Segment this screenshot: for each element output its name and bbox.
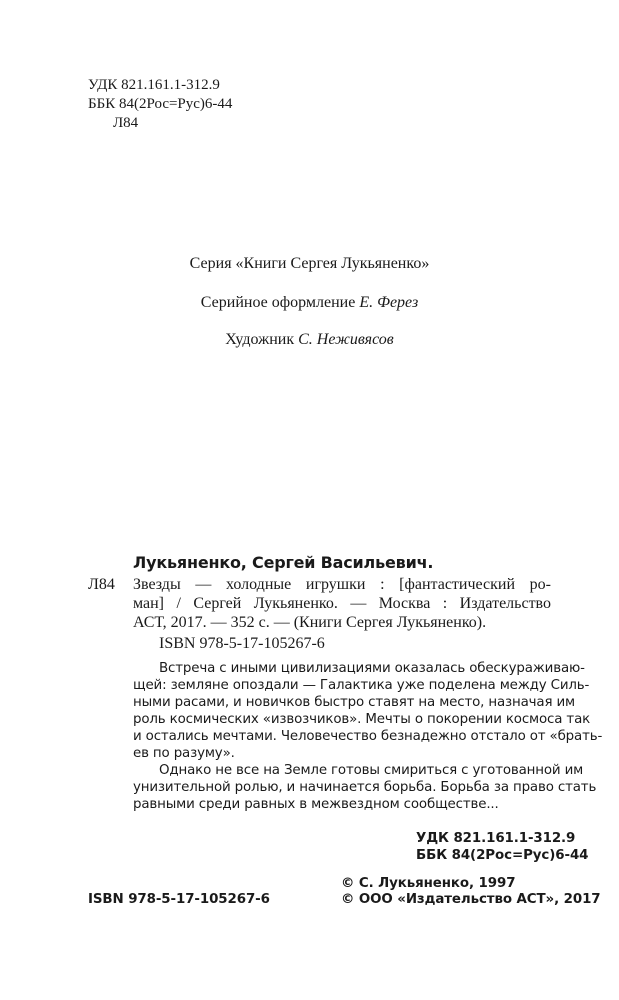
annotation-line: ев по разуму». (133, 746, 235, 761)
copyright-publisher: © ООО «Издательство АСТ», 2017 (341, 892, 601, 907)
record-author: Лукьяненко, Сергей Васильевич. (133, 553, 434, 572)
artist-name: С. Неживясов (298, 331, 394, 348)
record-line: Звезды — холодные игрушки : [фантастический ро- (133, 576, 551, 593)
bottom-udk: УДК 821.161.1-312.9 (416, 831, 576, 846)
annotation-line: Встреча с иными цивилизациями оказалась обескураживаю- (159, 661, 585, 676)
artist-label: Художник (225, 331, 295, 348)
udk-code: УДК 821.161.1-312.9 (88, 77, 220, 93)
copyright-author: © С. Лукьяненко, 1997 (341, 876, 516, 891)
record-line: ман] / Сергей Лукьяненко. — Москва : Издательство (133, 595, 551, 612)
annotation-line: и остались мечтами. Человечество безнадежно отстало от «брать- (133, 729, 603, 744)
annotation-line: щей: земляне опоздали — Галактика уже поделена между Силь- (133, 678, 590, 693)
annotation-line: роль космических «извозчиков». Мечты о покорении космоса так (133, 712, 591, 727)
annotation-line: унизительной ролью, и начинается борьба. Борьба за право стать (133, 780, 597, 795)
bbk-code: ББК 84(2Рос=Рус)6-44 (88, 96, 233, 112)
design-name: Е. Ферез (359, 294, 419, 311)
annotation-line: Однако не все на Земле готовы смириться с уготованной им (159, 763, 584, 778)
series-design-credit (0, 294, 619, 312)
record-line: АСТ, 2017. — 352 с. — (Книги Сергея Лукьяненко). (133, 614, 487, 631)
footer-isbn: ISBN 978-5-17-105267-6 (88, 892, 270, 907)
record-author-mark: Л84 (88, 576, 115, 593)
bottom-bbk: ББК 84(2Рос=Рус)6-44 (416, 848, 589, 863)
series-title: Серия «Книги Сергея Лукьяненко» (189, 255, 430, 272)
artist-credit (0, 331, 619, 349)
annotation-line: равными среди равных в межвездном сообществе... (133, 797, 499, 812)
record-isbn: ISBN 978-5-17-105267-6 (159, 635, 325, 652)
design-label: Серийное оформление (200, 294, 356, 311)
author-mark: Л84 (113, 115, 139, 131)
annotation-line: ными расами, и новичков быстро ставят на место, назначая им (133, 695, 575, 710)
